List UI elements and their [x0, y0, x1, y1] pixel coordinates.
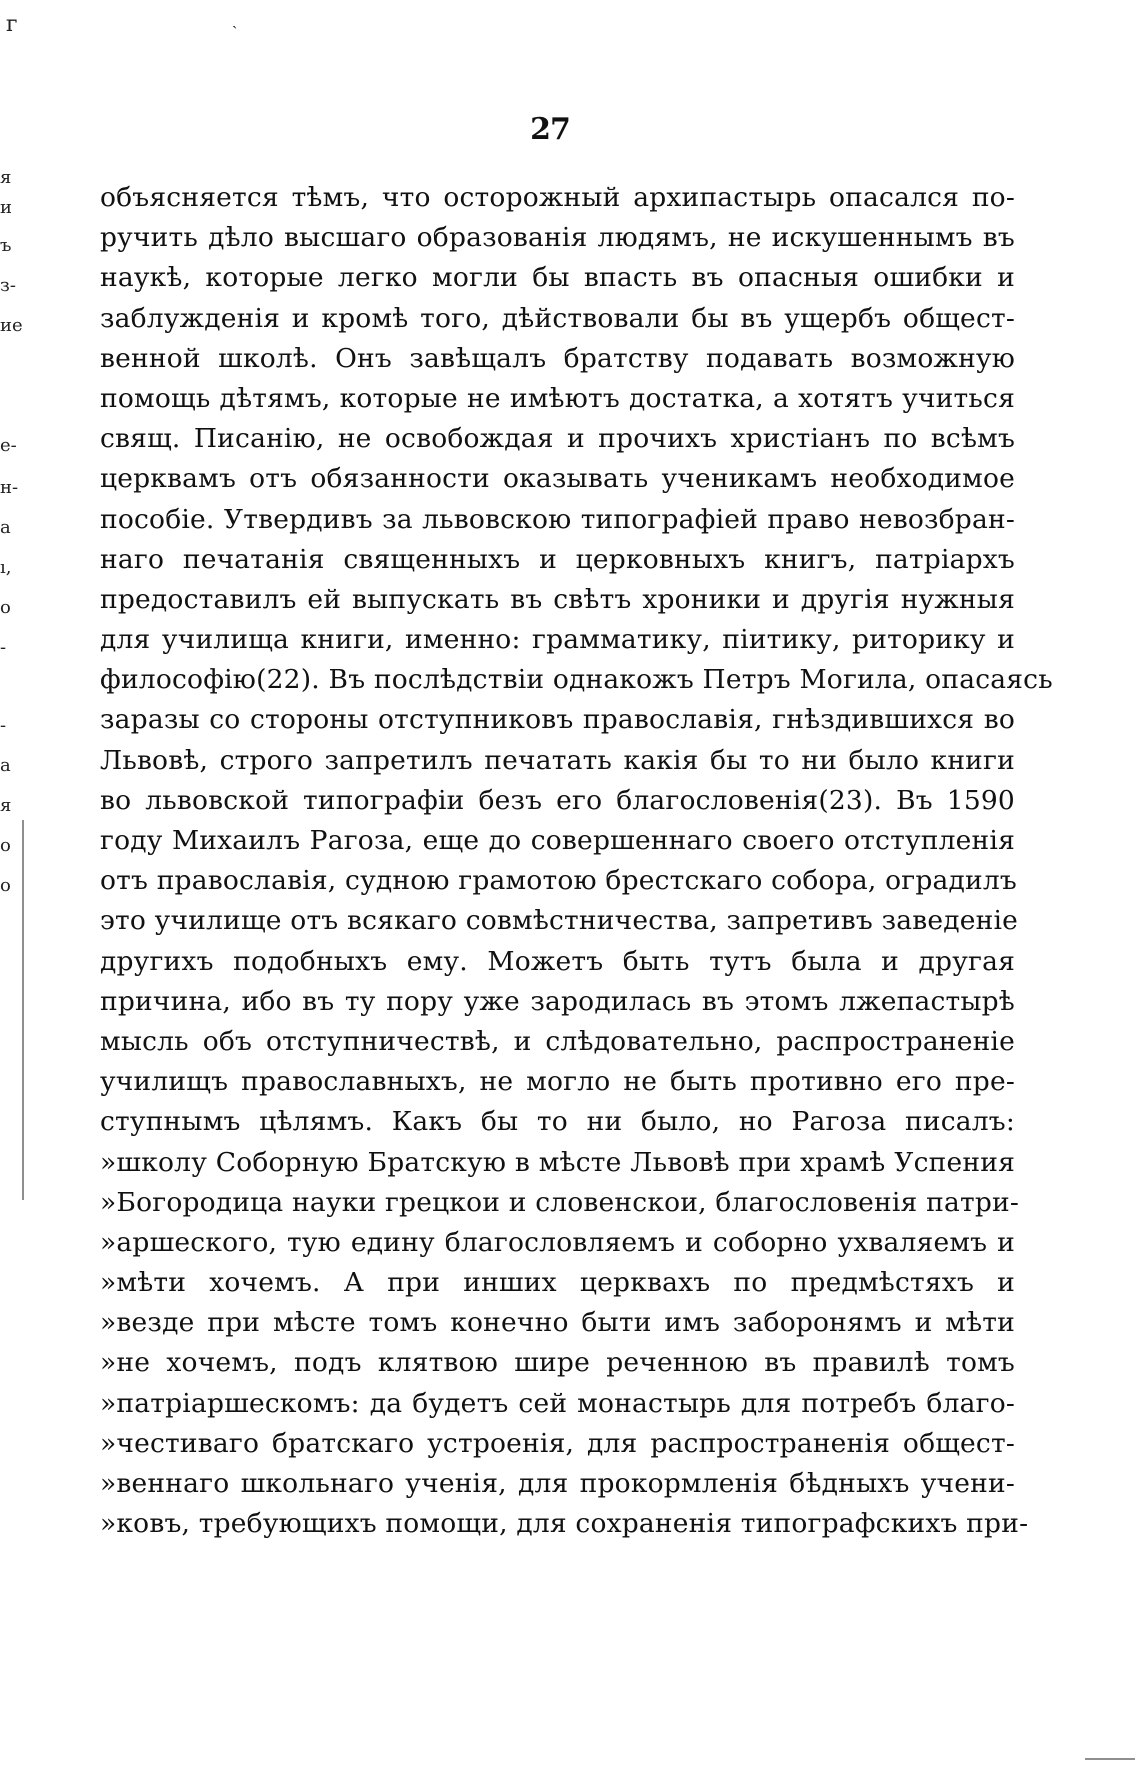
text-line: »аршеского, тую едину благословляемъ и соборно ухваляемъ и	[100, 1226, 1015, 1258]
text-line: »везде при мѣсте томъ конечно быти имъ заборонямъ и мѣти	[100, 1307, 1015, 1339]
text-line: во львовской типографіи безъ его благословенія(23). Въ 1590	[100, 784, 1015, 816]
text-line: церквамъ отъ обязанности оказывать ученикамъ необходимое	[100, 463, 1015, 495]
text-line: причина, ибо въ ту пору уже зародилась въ этомъ лжепастырѣ	[100, 985, 1015, 1017]
text-line: ручить дѣло высшаго образованія людямъ, не искушеннымъ въ	[100, 222, 1015, 254]
margin-fragment: н-	[0, 477, 19, 498]
body-text	[100, 178, 1053, 1544]
margin-fragment: ъ	[0, 235, 12, 256]
text-line: училищъ православныхъ, не могло не быть противно его пре-	[100, 1066, 1015, 1098]
left-margin-fragments	[0, 0, 23, 1780]
margin-fragment: я	[0, 795, 12, 816]
text-line: помощь дѣтямъ, которые не имѣютъ достатка, а хотятъ учиться	[100, 382, 1015, 414]
text-line: отъ православія, судною грамотою брестскаго собора, оградилъ	[100, 865, 1017, 897]
page-edge-rule	[22, 820, 24, 1200]
text-line: »патріаршескомъ: да будетъ сей монастырь для потребъ благо-	[100, 1387, 1015, 1419]
margin-fragment: о	[0, 597, 11, 618]
margin-fragment: а	[0, 755, 11, 776]
margin-fragment: я	[0, 167, 12, 188]
margin-fragment: -	[0, 715, 7, 736]
text-line: философію(22). Въ послѣдствіи однакожъ Петръ Могила, опасаясь	[100, 664, 1053, 696]
margin-fragment: и	[0, 197, 12, 218]
margin-fragment: ı,	[0, 557, 12, 578]
text-line: пособіе. Утвердивъ за львовскою типографіей право невозбран-	[100, 503, 1015, 535]
text-line: »Богородица науки грецкои и словенскои, благословенія патри-	[100, 1186, 1020, 1218]
text-line: это училище отъ всякаго совмѣстничества, запретивъ заведеніе	[100, 905, 1019, 937]
text-line: венной школѣ. Онъ завѣщалъ братству подавать возможную	[100, 342, 1015, 374]
text-line: »ковъ, требующихъ помощи, для сохраненія типографскихъ при-	[100, 1508, 1029, 1540]
margin-fragment: а	[0, 517, 11, 538]
text-line: объясняется тѣмъ, что осторожный архипастырь опасался по-	[100, 182, 1015, 213]
scan-tick-mark: ˎ	[232, 10, 238, 29]
text-line: заразы со стороны отступниковъ православія, гнѣздившихся во	[100, 704, 1015, 736]
text-line: предоставилъ ей выпускать въ свѣтъ хроники и другія нужныя	[100, 583, 1015, 615]
text-line: мысль объ отступничествѣ, и слѣдовательно, распространеніе	[100, 1025, 1015, 1057]
margin-fragment: о	[0, 835, 11, 856]
text-line: »мѣти хочемъ. А при инших церквахъ по предмѣстяхъ и	[100, 1267, 1015, 1299]
text-line: другихъ подобныхъ ему. Можетъ быть тутъ была и другая	[100, 945, 1015, 977]
text-line: »веннаго школьнаго ученія, для прокормленія бѣдныхъ учени-	[100, 1468, 1015, 1499]
scan-corner-mark: г	[6, 12, 18, 37]
text-line: Львовѣ, строго запретилъ печатать какія бы то ни было книги	[100, 744, 1015, 776]
text-line: для училища книги, именно: грамматику, піитику, риторику и	[100, 624, 1015, 656]
margin-fragment: е-	[0, 435, 17, 456]
text-line: »не хочемъ, подъ клятвою шире реченною въ правилѣ томъ	[100, 1347, 1015, 1379]
text-line: »школу Соборную Братскую в мѣсте Львовѣ при храмѣ Успения	[100, 1146, 1015, 1178]
margin-fragment: з-	[0, 275, 16, 296]
margin-fragment: -	[0, 637, 7, 658]
margin-fragment: о	[0, 875, 11, 896]
text-line: заблужденія и кромѣ того, дѣйствовали бы въ ущербъ общест-	[100, 302, 1015, 334]
text-line: году Михаилъ Рагоза, еще до совершеннаго своего отступленія	[100, 825, 1015, 856]
text-line: ступнымъ цѣлямъ. Какъ бы то ни было, но Рагоза писалъ:	[100, 1106, 1015, 1138]
margin-fragment: ие	[0, 315, 23, 336]
text-line: свящ. Писанію, не освобождая и прочихъ христіанъ по всѣмъ	[100, 423, 1015, 455]
text-line: наго печатанія священныхъ и церковныхъ книгъ, патріархъ	[100, 543, 1015, 575]
text-line: наукѣ, которые легко могли бы впасть въ опасныя ошибки и	[100, 262, 1015, 294]
page-number: 27	[530, 112, 570, 147]
text-line: »честиваго братскаго устроенія, для распространенія общест-	[100, 1427, 1015, 1459]
scan-bottom-rule	[1085, 1758, 1135, 1760]
